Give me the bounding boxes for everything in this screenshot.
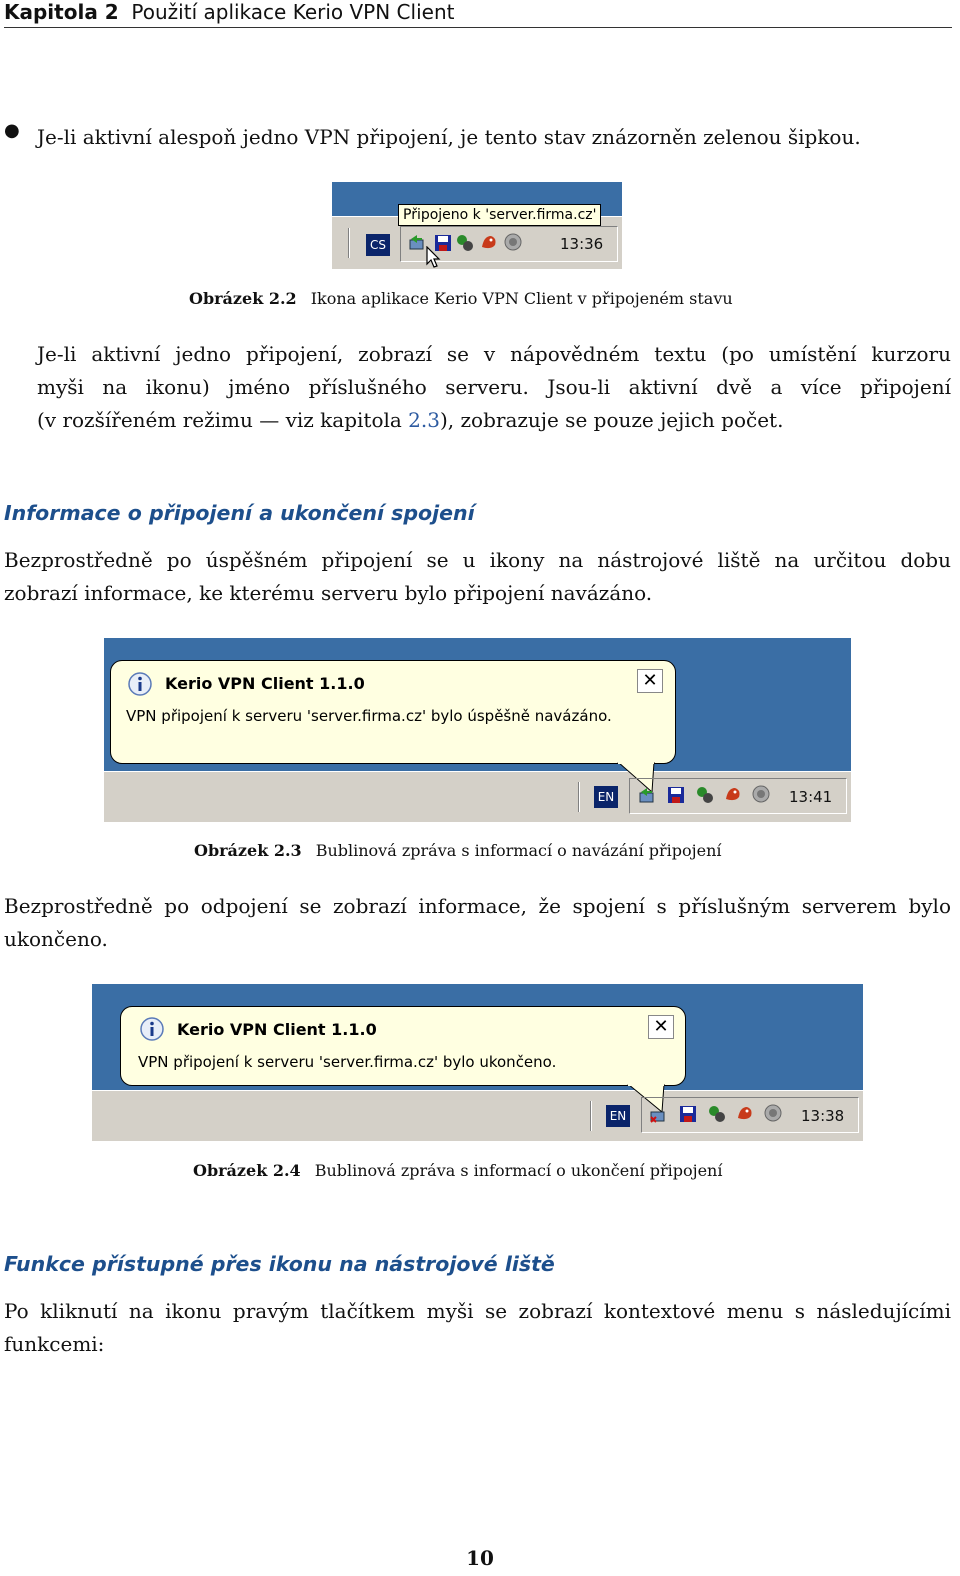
figure-2-2-screenshot xyxy=(332,182,622,269)
close-icon[interactable]: ✕ xyxy=(648,1015,674,1039)
paragraph-line xyxy=(37,404,951,437)
running-header xyxy=(4,0,454,24)
figure-2-3-screenshot xyxy=(104,638,851,822)
vpn-client-icon[interactable] xyxy=(649,1106,667,1124)
paragraph-line: Bezprostředně po odpojení se zobrazí informace, že spojení s příslušným serverem bylo xyxy=(4,894,951,918)
network-icon[interactable] xyxy=(708,1105,726,1123)
caption-text: Ikona aplikace Kerio VPN Client v připojeném stavu xyxy=(310,289,733,308)
chapter-title: Použití aplikace Kerio VPN Client xyxy=(131,0,455,24)
page-number: 10 xyxy=(466,1546,494,1570)
network-icon[interactable] xyxy=(456,234,474,252)
speaker-icon[interactable] xyxy=(764,1104,782,1122)
section-heading-info: Informace o připojení a ukončení spojení xyxy=(4,501,475,525)
bullet-icon: ● xyxy=(4,120,20,141)
info-icon xyxy=(140,1017,164,1041)
balloon-message: VPN připojení k serveru 'server.firma.cz' bylo úspěšně navázáno. xyxy=(126,707,612,725)
paragraph-line: Je-li aktivní jedno připojení, zobrazí se v nápovědném textu (po umístění kurzoru xyxy=(37,342,951,366)
speaker-icon[interactable] xyxy=(752,785,770,803)
language-indicator[interactable]: EN xyxy=(594,786,618,808)
taskbar-separator xyxy=(578,782,580,812)
paragraph-line: Po kliknutí na ikonu pravým tlačítkem myši se zobrazí kontextové menu s následujícími xyxy=(4,1299,951,1323)
vpn-client-icon[interactable] xyxy=(408,234,426,252)
connected-tooltip: Připojeno k 'server.firma.cz' xyxy=(398,204,601,226)
section-heading-functions: Funkce přístupné přes ikonu na nástrojové liště xyxy=(4,1252,555,1276)
notification-balloon[interactable] xyxy=(120,1006,686,1086)
balloon-message: VPN připojení k serveru 'server.firma.cz' bylo ukončeno. xyxy=(138,1053,557,1071)
dragon-icon[interactable] xyxy=(736,1104,754,1122)
dragon-icon[interactable] xyxy=(480,233,498,251)
info-icon xyxy=(128,672,152,696)
paragraph-text: (v rozšířeném režimu — viz kapitola xyxy=(37,408,409,432)
caption-text: Bublinová zpráva s informací o navázání připojení xyxy=(315,841,722,860)
paragraph-text: ), zobrazuje se pouze jejich počet. xyxy=(439,408,784,432)
figure-2-3-caption xyxy=(194,841,722,861)
caption-number: Obrázek 2.2 xyxy=(189,289,297,308)
paragraph-connection-info xyxy=(37,338,951,437)
caption-text: Bublinová zpráva s informací o ukončení připojení xyxy=(314,1161,723,1180)
save-icon[interactable] xyxy=(679,1105,697,1123)
caption-number: Obrázek 2.4 xyxy=(193,1161,301,1180)
bullet-text: Je-li aktivní alespoň jedno VPN připojení, je tento stav znázorněn zelenou šipkou. xyxy=(37,125,861,149)
paragraph-disconnect xyxy=(4,890,951,956)
tray-clock[interactable]: 13:36 xyxy=(560,235,604,253)
language-indicator[interactable]: EN xyxy=(606,1105,630,1127)
balloon-title: Kerio VPN Client 1.1.0 xyxy=(177,1020,377,1039)
figure-2-2-caption xyxy=(189,289,733,309)
paragraph-line: Bezprostředně po úspěšném připojení se u ikony na nástrojové liště na určitou dobu xyxy=(4,548,951,572)
close-icon[interactable]: ✕ xyxy=(637,669,663,693)
taskbar-separator xyxy=(348,228,350,258)
paragraph-line: funkcemi: xyxy=(4,1332,105,1356)
balloon-title: Kerio VPN Client 1.1.0 xyxy=(165,674,365,693)
caption-number: Obrázek 2.3 xyxy=(194,841,302,860)
paragraph-success xyxy=(4,544,951,610)
tray-clock[interactable]: 13:38 xyxy=(801,1107,845,1125)
vpn-client-icon[interactable] xyxy=(638,787,656,805)
save-icon[interactable] xyxy=(667,786,685,804)
paragraph-line: ukončeno. xyxy=(4,927,108,951)
language-indicator[interactable]: CS xyxy=(366,234,390,256)
header-rule xyxy=(4,27,952,28)
figure-2-4-caption xyxy=(193,1161,722,1181)
figure-2-4-screenshot xyxy=(92,984,863,1141)
paragraph-line: zobrazí informace, ke kterému serveru bylo připojení navázáno. xyxy=(4,581,653,605)
speaker-icon[interactable] xyxy=(504,233,522,251)
taskbar-separator xyxy=(590,1101,592,1131)
dragon-icon[interactable] xyxy=(724,785,742,803)
tray-clock[interactable]: 13:41 xyxy=(789,788,833,806)
cursor-icon xyxy=(426,246,442,269)
network-icon[interactable] xyxy=(696,786,714,804)
paragraph-line: myši na ikonu) jméno příslušného serveru. Jsou-li aktivní dvě a více připojení xyxy=(37,375,951,399)
chapter-label: Kapitola 2 xyxy=(4,0,119,24)
paragraph-context-menu xyxy=(4,1295,951,1361)
chapter-link[interactable]: 2.3 xyxy=(408,408,440,432)
